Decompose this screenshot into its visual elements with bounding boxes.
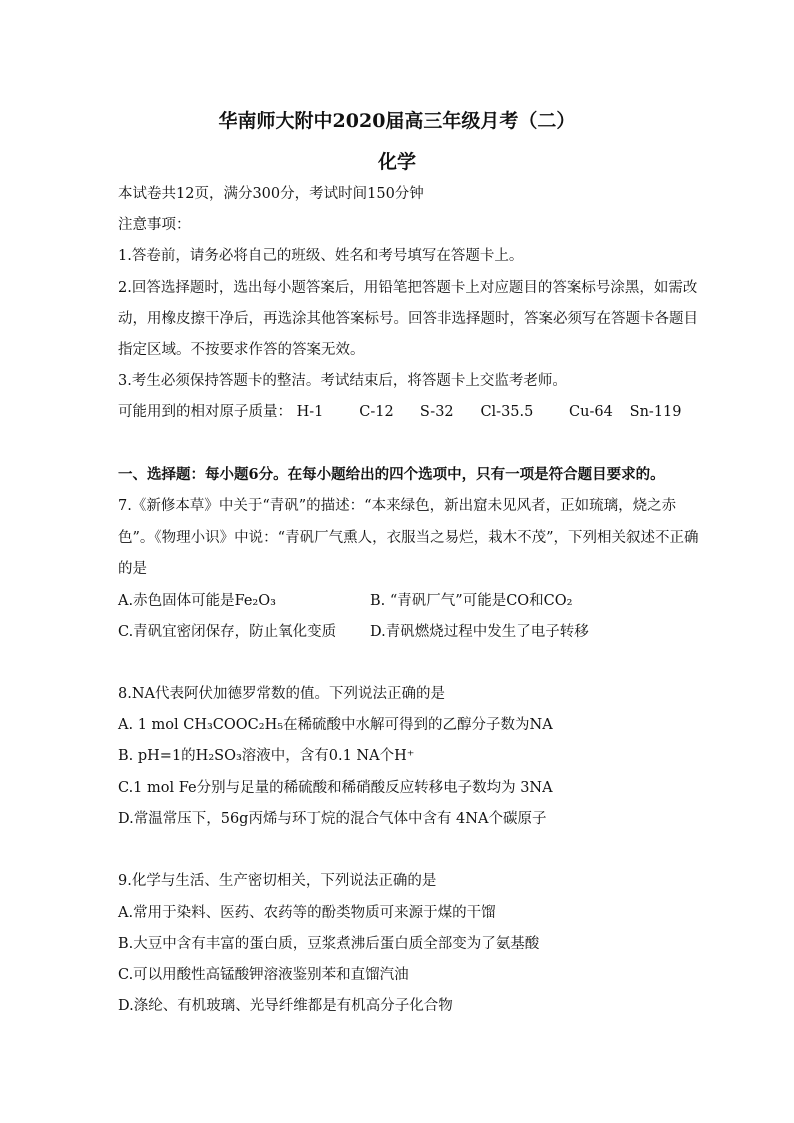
q9-option-b: B.大豆中含有丰富的蛋白质，豆浆煮沸后蛋白质全部变为了氨基酸 bbox=[118, 936, 540, 952]
q7-option-c: C.青矾宜密闭保存，防止氧化变质 bbox=[118, 624, 337, 640]
exam-title: 华南师大附中2020届高三年级月考（二） bbox=[218, 110, 576, 132]
atom-mass: S-32 bbox=[419, 404, 454, 420]
note-1: 1.答卷前，请务必将自己的班级、姓名和考号填写在答题卡上。 bbox=[118, 248, 524, 264]
q9-option-a: A.常用于染料、医药、农药等的酚类物质可来源于煤的干馏 bbox=[118, 905, 496, 921]
q8-option-b: B. pH=1的H₂SO₃溶液中，含有0.1 NA个H⁺ bbox=[118, 748, 415, 764]
atom-mass: Sn-119 bbox=[629, 404, 682, 420]
q9-stem: 9.化学与生活、生产密切相关，下列说法正确的是 bbox=[118, 873, 437, 889]
q8-option-d: D.常温常压下，56g丙烯与环丁烷的混合气体中含有 4NA个碳原子 bbox=[118, 811, 547, 827]
q8-stem: 8.NA代表阿伏加德罗常数的值。下列说法正确的是 bbox=[118, 686, 445, 702]
note-3: 3.考生必须保持答题卡的整洁。考试结束后，将答题卡上交监考老师。 bbox=[118, 373, 567, 389]
q9-option-c: C.可以用酸性高锰酸钾溶液鉴别苯和直馏汽油 bbox=[118, 967, 409, 983]
q7-stem-line-2: 色”。《物理小识》中说：“青矾厂气熏人，衣服当之易烂，栽木不茂”，下列相关叙述不正确 bbox=[118, 530, 699, 546]
q7-option-b: B. “青矾厂气”可能是CO和CO₂ bbox=[370, 593, 573, 609]
note-2-line-3: 指定区域。不按要求作答的答案无效。 bbox=[118, 342, 365, 358]
atomic-masses-label: 可能用到的相对原子质量： bbox=[118, 404, 292, 420]
note-2-line-1: 2.回答选择题时，选出每小题答案后，用铅笔把答题卡上对应题目的答案标号涂黑，如需改 bbox=[118, 280, 698, 296]
q7-option-d: D.青矾燃烧过程中发生了电子转移 bbox=[370, 624, 589, 640]
q8-option-a: A. 1 mol CH₃COOC₂H₅在稀硫酸中水解可得到的乙醇分子数为NA bbox=[118, 717, 553, 733]
q7-stem-line-1: 7.《新修本草》中关于“青矾”的描述：“本来绿色，新出窟未见风者，正如琉璃，烧之赤 bbox=[118, 498, 677, 514]
atom-mass: H-1 bbox=[296, 404, 324, 420]
notes-title: 注意事项： bbox=[118, 217, 191, 233]
q7-option-a: A.赤色固体可能是Fe₂O₃ bbox=[118, 593, 276, 609]
q8-option-c: C.1 mol Fe分别与足量的稀硫酸和稀硝酸反应转移电子数均为 3NA bbox=[118, 780, 553, 796]
q9-option-d: D.涤纶、有机玻璃、光导纤维都是有机高分子化合物 bbox=[118, 998, 453, 1014]
atomic-masses bbox=[118, 402, 682, 422]
atom-mass: C-12 bbox=[359, 404, 394, 420]
q7-stem-line-3: 的是 bbox=[118, 561, 147, 577]
exam-info: 本试卷共12页，满分300分，考试时间150分钟 bbox=[118, 186, 424, 202]
subject-title: 化学 bbox=[377, 151, 416, 173]
note-2-line-2: 动，用橡皮擦干净后，再选涂其他答案标号。回答非选择题时，答案必须写在答题卡各题目 bbox=[118, 311, 698, 327]
atom-mass: Cl-35.5 bbox=[480, 404, 534, 420]
section-heading: 一、选择题：每小题6分。在每小题给出的四个选项中，只有一项是符合题目要求的。 bbox=[118, 466, 665, 483]
atom-mass: Cu-64 bbox=[569, 404, 613, 420]
